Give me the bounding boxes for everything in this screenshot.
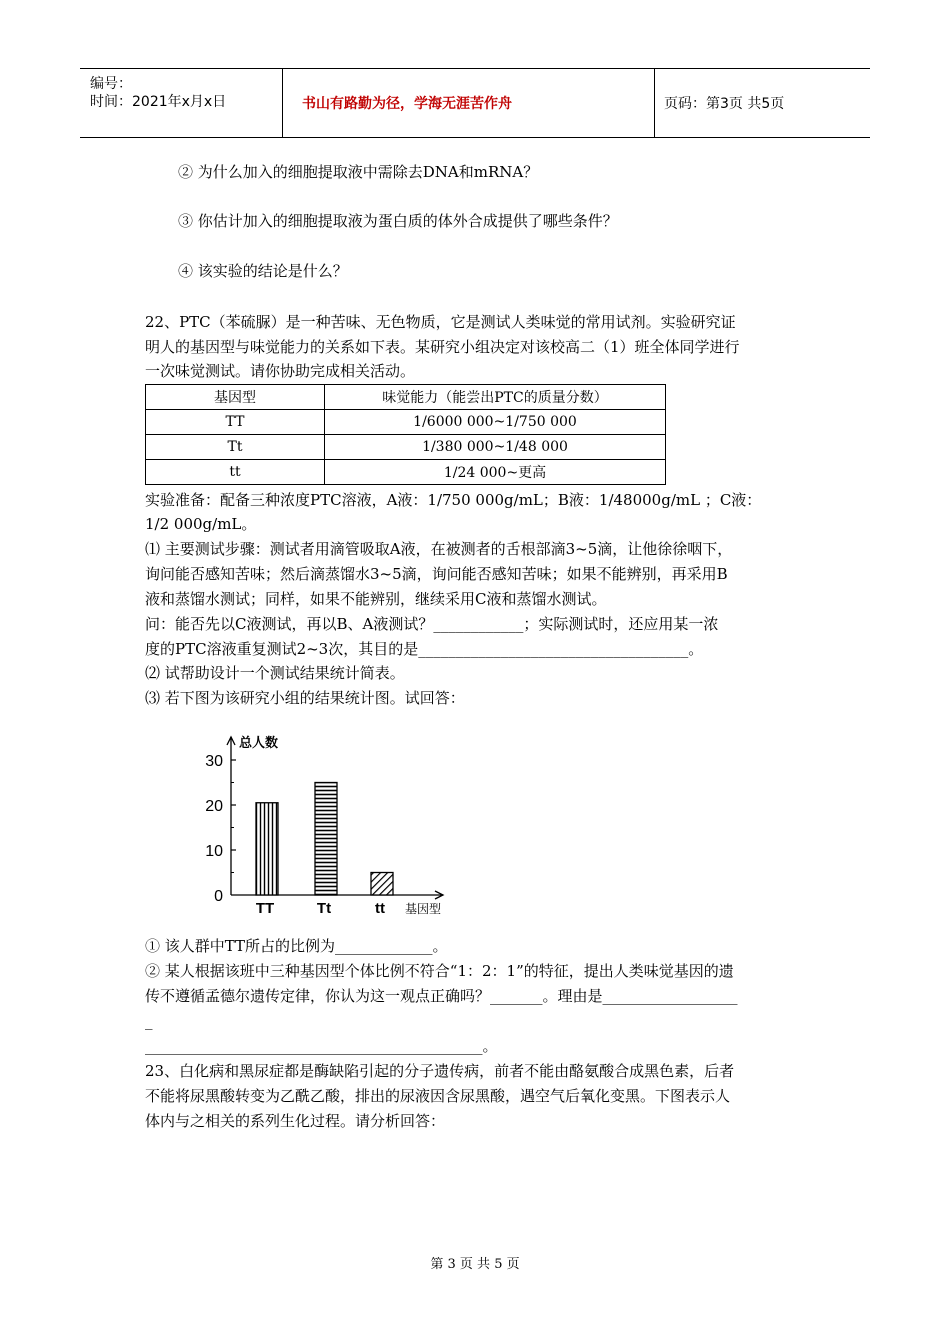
q23-line-2: 不能将尿黑酸转变为乙酰乙酸，排出的尿液因含尿黑酸，遇空气后氧化变黑。下图表示人 (145, 1087, 731, 1105)
q22-answer-line-2: ② 某人根据该班中三种基因型个体比例不符合“1：2：1”的特征，提出人类味觉基因的遗 (145, 962, 734, 980)
table-cell-genotype: TT (146, 410, 325, 435)
bar-Tt (315, 783, 337, 896)
x-axis-label: 基因型 (405, 902, 442, 916)
page-info: 页码：第3页 共5页 (664, 96, 785, 112)
y-tick-label: 20 (205, 798, 223, 815)
q22-body-line-3: ⑴ 主要测试步骤：测试者用滴管吸取A液，在被测者的舌根部滴3~5滴，让他徐徐咽下， (145, 540, 733, 558)
q22-body-line-2: 1/2 000g/mL。 (145, 515, 257, 533)
y-axis-label: 总人数 (239, 736, 279, 751)
table-cell-ability: 1/6000 000~1/750 000 (325, 410, 666, 435)
table-header-ability: 味觉能力（能尝出PTC的质量分数） (325, 385, 666, 410)
q22-body-line-1: 实验准备：配备三种浓度PTC溶液，A液：1/750 000g/mL；B液：1/48000g/mL ；C液： (145, 491, 762, 509)
table-header-row (146, 385, 666, 410)
q22-answer-line-1: ① 该人群中TT所占的比例为_____________。 (145, 937, 448, 955)
time-label: 时间：2021年x月x日 (90, 94, 227, 110)
q22-body-line-4: 询问能否感知苦味；然后滴蒸馏水3~5滴，询问能否感知苦味；如果不能辨别，再采用B (145, 565, 728, 583)
q22-answer-line-3: 传不遵循孟德尔遗传定律，你认为这一观点正确吗？_______。理由是__________________ (145, 987, 738, 1005)
table-header-genotype: 基因型 (146, 385, 325, 410)
question-prev-4: ④ 该实验的结论是什么？ (178, 262, 348, 280)
table-cell-genotype: tt (146, 460, 325, 485)
x-tick-label: Tt (316, 900, 332, 917)
chart-bars (256, 783, 393, 896)
genotype-bar-chart (195, 725, 465, 920)
q23-line-1: 23、白化病和黑尿症都是酶缺陷引起的分子遗传病，前者不能由酪氨酸合成黑色素，后者 (145, 1062, 735, 1080)
table-cell-ability: 1/24 000~更高 (325, 460, 666, 485)
table-row (146, 460, 666, 485)
question-prev-2: ② 为什么加入的细胞提取液中需除去DNA和mRNA？ (178, 163, 539, 181)
y-tick-label: 0 (214, 888, 223, 905)
q22-body-line-8: ⑵ 试帮助设计一个测试结果统计简表。 (145, 664, 405, 682)
page-footer: 第 3 页 共 5 页 (430, 1257, 520, 1272)
q22-intro-line-2: 明人的基因型与味觉能力的关系如下表。某研究小组决定对该校高二（1）班全体同学进行 (145, 338, 740, 356)
table-cell-genotype: Tt (146, 435, 325, 460)
header-divider-left (282, 69, 283, 137)
genotype-table (145, 384, 666, 485)
header-motto: 书山有路勤为径，学海无涯苦作舟 (302, 96, 512, 112)
page-header (80, 68, 870, 138)
q22-answer-line-4: _ (145, 1012, 153, 1030)
q22-intro-line-1: 22、PTC（苯硫脲）是一种苦味、无色物质，它是测试人类味觉的常用试剂。实验研究证 (145, 313, 736, 331)
table-cell-ability: 1/380 000~1/48 000 (325, 435, 666, 460)
q22-body-line-7: 度的PTC溶液重复测试2~3次，其目的是____________________________________。 (145, 640, 704, 658)
q23-line-3: 体内与之相关的系列生化过程。请分析回答： (145, 1112, 446, 1130)
q22-intro-line-3: 一次味觉测试。请你协助完成相关活动。 (145, 362, 416, 380)
y-tick-label: 10 (205, 843, 223, 860)
q22-body-line-9: ⑶ 若下图为该研究小组的结果统计图。试回答： (145, 689, 465, 707)
bar-TT (256, 803, 278, 895)
x-tick-label: tt (375, 900, 385, 917)
table-row (146, 410, 666, 435)
table-row (146, 435, 666, 460)
x-tick-label: TT (255, 900, 275, 917)
q22-answer-line-5: _____________________________________________。 (145, 1037, 498, 1055)
number-label: 编号： (90, 76, 132, 92)
question-prev-3: ③ 你估计加入的细胞提取液为蛋白质的体外合成提供了哪些条件？ (178, 212, 618, 230)
y-tick-label: 30 (205, 753, 223, 770)
bar-tt (371, 873, 393, 896)
q22-body-line-6: 问：能否先以C液测试，再以B、A液测试？____________；实际测试时，还应用某一浓 (145, 615, 719, 633)
header-divider-right (654, 69, 655, 137)
q22-body-line-5: 液和蒸馏水测试；同样，如果不能辨别，继续采用C液和蒸馏水测试。 (145, 590, 607, 608)
